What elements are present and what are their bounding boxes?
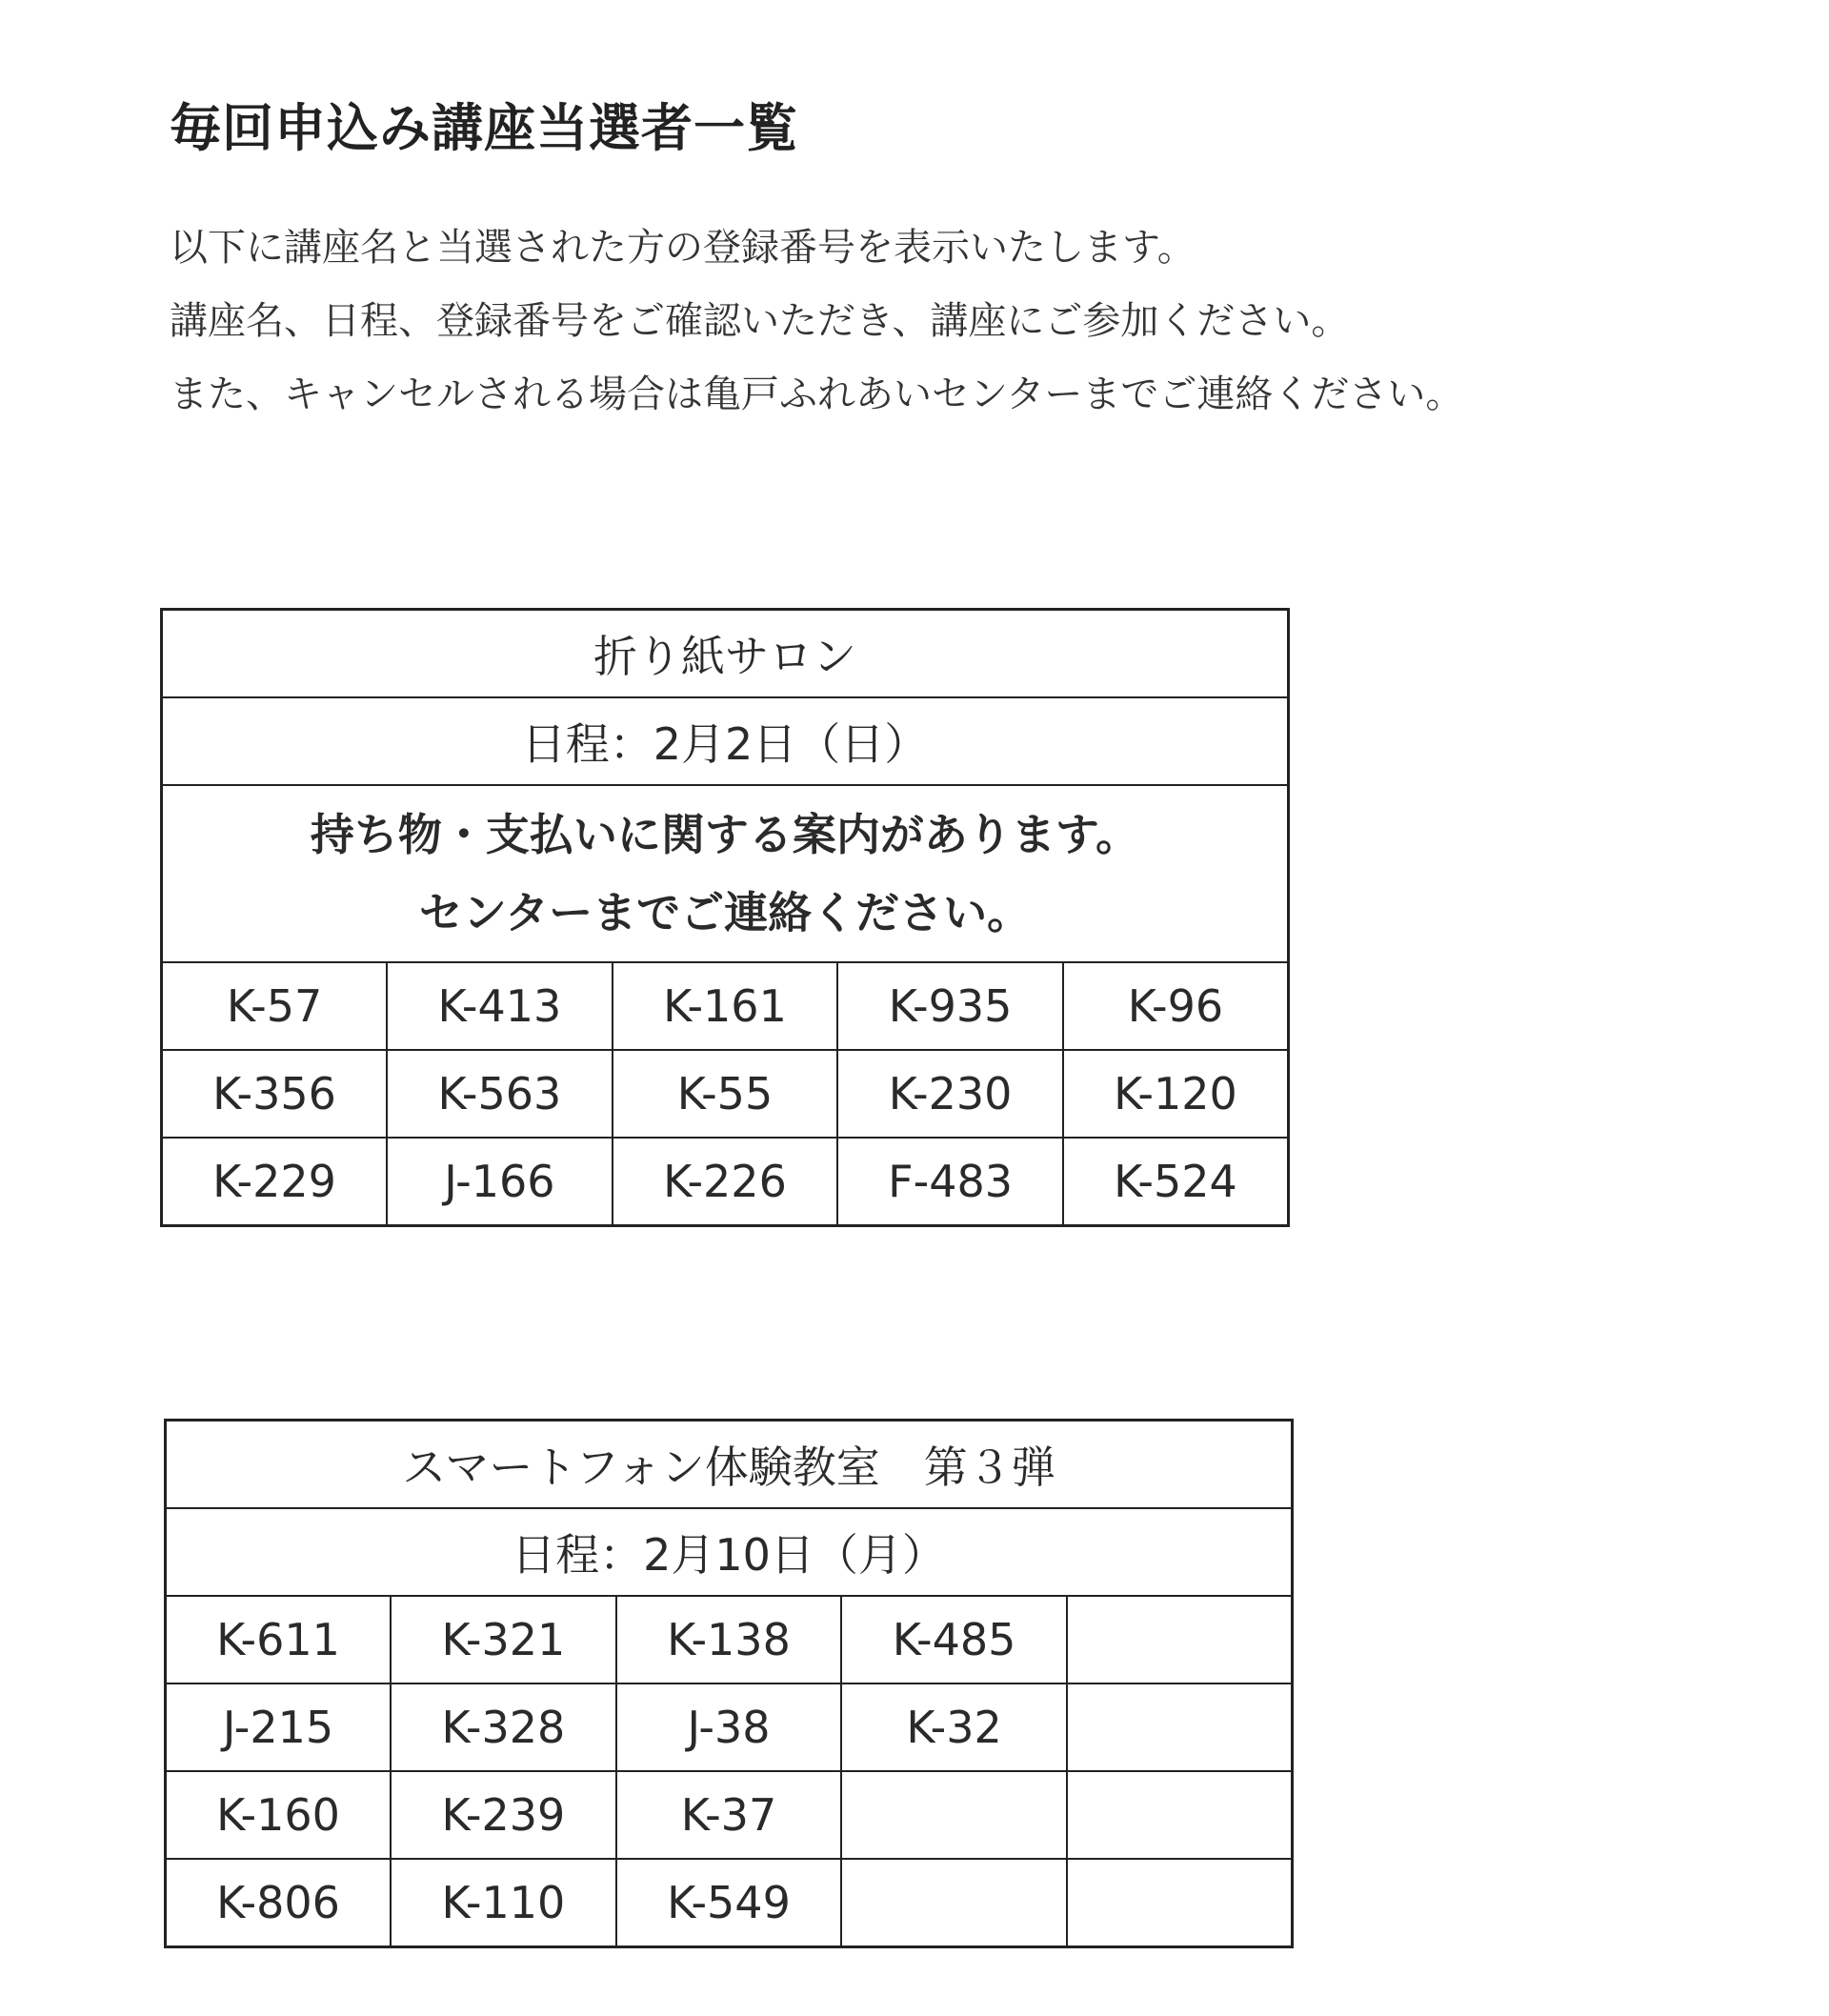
- registration-number: J-166: [387, 1138, 613, 1226]
- registration-number: K-413: [387, 962, 613, 1050]
- table-row: [162, 1050, 1289, 1138]
- course-table-smartphone: [164, 1419, 1294, 1948]
- registration-number: [1067, 1771, 1293, 1859]
- registration-number: K-138: [616, 1596, 842, 1683]
- course-name: スマートフォン体験教室 第３弾: [166, 1421, 1293, 1509]
- registration-number: K-55: [613, 1050, 838, 1138]
- registration-number: J-215: [166, 1683, 392, 1771]
- registration-number: K-806: [166, 1859, 392, 1947]
- registration-number: K-230: [837, 1050, 1063, 1138]
- intro-line: また、キャンセルされる場合は亀戸ふれあいセンターまでご連絡ください。: [170, 373, 1464, 416]
- registration-number: K-935: [837, 962, 1063, 1050]
- registration-number: [841, 1771, 1067, 1859]
- registration-number: K-611: [166, 1596, 392, 1683]
- registration-number: J-38: [616, 1683, 842, 1771]
- registration-number: K-485: [841, 1596, 1067, 1683]
- course-date: 日程：2月2日（日）: [162, 697, 1289, 785]
- table-row: [162, 962, 1289, 1050]
- registration-number: K-524: [1063, 1138, 1289, 1226]
- registration-number: K-57: [162, 962, 388, 1050]
- registration-number: K-96: [1063, 962, 1289, 1050]
- page-title: 毎回申込み講座当選者一覧: [170, 98, 798, 158]
- notice-line: センターまでご連絡ください。: [418, 887, 1032, 938]
- registration-number: K-328: [391, 1683, 616, 1771]
- course-table-origami: [160, 608, 1290, 1227]
- registration-number: K-161: [613, 962, 838, 1050]
- registration-number: [841, 1859, 1067, 1947]
- table-row: [166, 1771, 1293, 1859]
- course-name: 折り紙サロン: [162, 610, 1289, 698]
- registration-number: K-549: [616, 1859, 842, 1947]
- registration-number: K-239: [391, 1771, 616, 1859]
- registration-number: [1067, 1683, 1293, 1771]
- table-row: [166, 1596, 1293, 1683]
- registration-number: F-483: [837, 1138, 1063, 1226]
- table-row: [162, 1138, 1289, 1226]
- table-row: [166, 1859, 1293, 1947]
- intro-line: 以下に講座名と当選された方の登録番号を表示いたします。: [170, 226, 1196, 270]
- registration-number: K-229: [162, 1138, 388, 1226]
- registration-number: K-120: [1063, 1050, 1289, 1138]
- registration-number: K-563: [387, 1050, 613, 1138]
- intro-line: 講座名、日程、登録番号をご確認いただき、講座にご参加ください。: [170, 299, 1350, 343]
- notice-line: 持ち物・支払いに関する案内があります。: [310, 809, 1140, 860]
- registration-number: K-32: [841, 1683, 1067, 1771]
- registration-number: K-110: [391, 1859, 616, 1947]
- registration-number: K-356: [162, 1050, 388, 1138]
- registration-number: [1067, 1596, 1293, 1683]
- table-row: [166, 1683, 1293, 1771]
- registration-number: [1067, 1859, 1293, 1947]
- intro-text: [170, 212, 1463, 432]
- course-date: 日程：2月10日（月）: [166, 1508, 1293, 1596]
- course-notice: [162, 785, 1289, 962]
- registration-number: K-321: [391, 1596, 616, 1683]
- registration-number: K-160: [166, 1771, 392, 1859]
- registration-number: K-37: [616, 1771, 842, 1859]
- registration-number: K-226: [613, 1138, 838, 1226]
